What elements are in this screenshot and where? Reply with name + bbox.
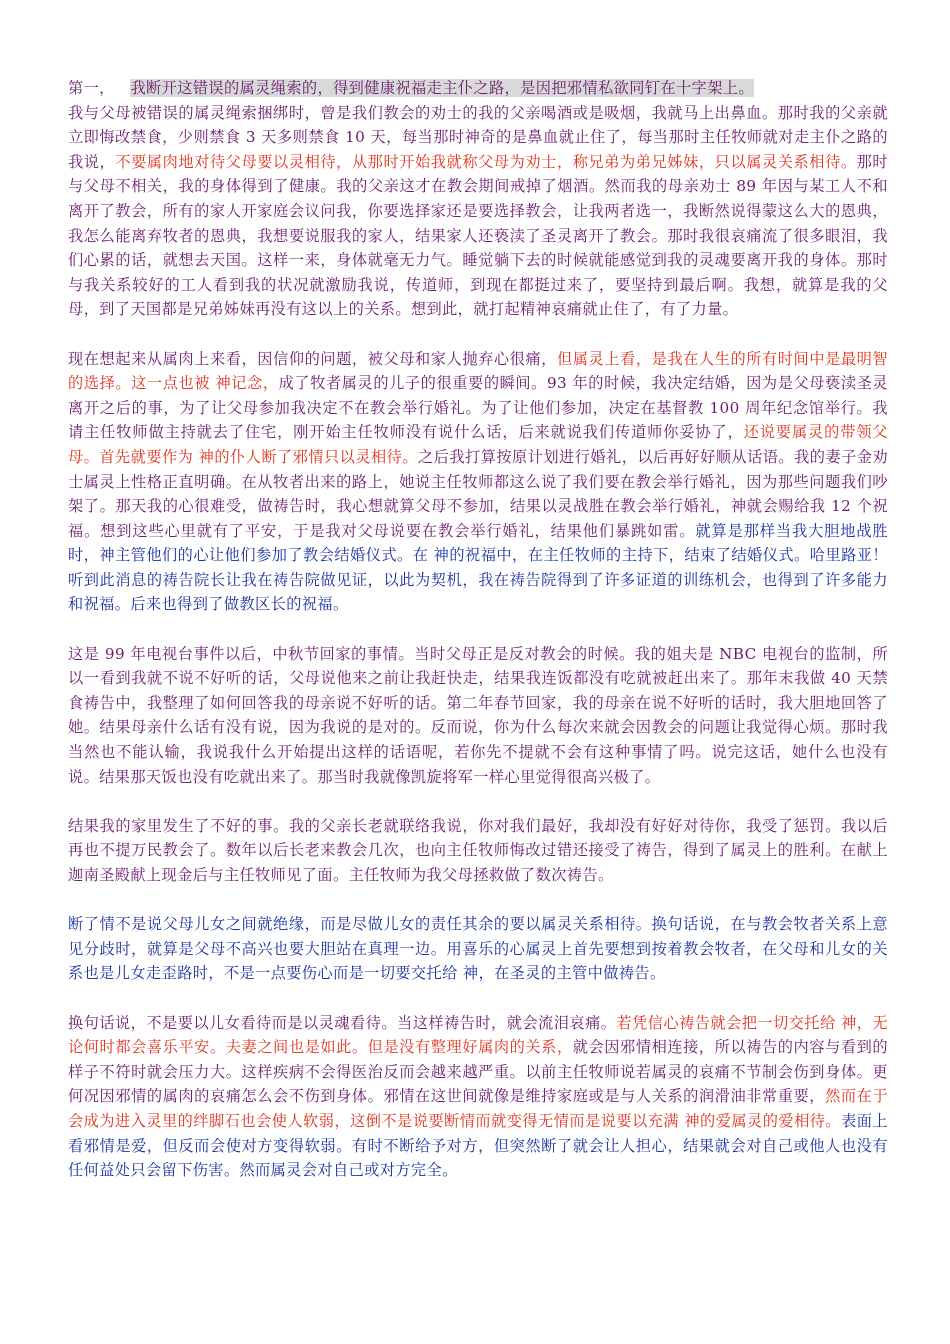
text-segment: 成了牧者属灵的儿子的很重要的瞬间。93 年的时候，我决定结婚，因为是父母亵渎圣灵离开之后的事，为了让父母参加我决定不在教会举行婚礼。为了让他们参加，决定在基督教 100 周年纪念馆举行。我请主任牧师做主持就去了住宅，刚开始主任牧师没有说什么话，后来就说我们传道师你妥协了，: [68, 374, 888, 442]
paragraph-5: [68, 912, 888, 986]
heading-text: 我断开这错误的属灵绳索的，得到健康祝福走主仆之路，是因把邪情私欲同钉在十字架上。: [130, 79, 754, 97]
text-segment: 结果我的家里发生了不好的事。我的父亲长老就联络我说，你对我们最好，我却没有好好对待你，我受了惩罚。我以后再也不提万民教会了。数年以后长老来教会几次，也向主任牧师悔改过错还接受了祷告，得到了属灵上的胜利。在献上迦南圣殿献上现金后与主任牧师见了面。主任牧师为我父母拯救做了数次祷告。: [68, 816, 888, 884]
text-segment: 若凭信心祷告就会把一切交托给 神，无论何时都会喜乐平安。夫妻之间也是如此。但是没有整理好属肉的关系，: [68, 1013, 889, 1057]
text-segment: 就会因邪情相连接，所以祷告的内容与看到的样子不符时就会压力大。这样疾病不会得医治反而会越来越严重。以前主任牧师说若属灵的哀痛不节制会伤到身体。更何况因邪情的属肉的哀痛怎么会不伤到身体。邪情在这世间就像是维持家庭或是与人关系的润滑油非常重要，: [68, 1038, 889, 1106]
text-segment: 那时与父母不相关，我的身体得到了健康。我的父亲这才在教会期间戒掉了烟酒。然而我的母亲劝士 89 年因与某工人不和离开了教会，所有的家人开家庭会议问我，你要选择家还是要选择教会，让我两者选一，我断然说得蒙这么大的恩典，我怎么能离弃牧者的恩典，我想要说服我的家人，结果家人还亵渎了圣灵离开了教会。那时我很哀痛流了很多眼泪，我们心累的话，就想去天国。这样一来，身体就毫无力气。睡觉躺下去的时候就能感觉到我的灵魂要离开我的身体。那时与我关系较好的工人看到我的状况就激励我说，传道师，到现在都挺过来了，要坚持到最后啊。我想，就算是我的父母，到了天国都是兄弟姊妹再没有这以上的关系。想到此，就打起精神哀痛就止住了，有了力量。: [68, 152, 888, 319]
text-segment: 之后我打算按原计划进行婚礼，以后再好好顺从话语。我的妻子金劝士属灵上性格正直明确。在从牧者出来的路上，她说主任牧师都这么说了我们要在教会举行婚礼，因为那些问题我们吵架了。那天我的心很难受，做祷告时，我心想就算父母不参加，结果以灵战胜在教会举行婚礼，神就会赐给我 12 个祝福。想到这些心里就有了平安，于是我对父母说要在教会举行婚礼，结果他们暴跳如雷。: [68, 447, 889, 540]
heading-prefix: 第一，: [68, 79, 115, 97]
text-segment: 但属灵上看，是我在人生的所有时间中是最明智的选择。这一点也被 神记念，: [68, 349, 888, 393]
document-page: [68, 76, 888, 1207]
text-segment: 然而在于会成为进入灵里的绊脚石也会使人软弱，这倒不是说要断情而就变得无情而是说要以充满 神的爱属灵的爱相待。: [68, 1087, 888, 1130]
paragraph-6: [68, 1011, 888, 1183]
text-segment: 这是 99 年电视台事件以后，中秋节回家的事情。当时父母正是反对教会的时候。我的姐夫是 NBC 电视台的监制，所以一看到我就不说不好听的话，父母说他来之前让我赶快走，结果我连饭都没有吃就被赶出来了。那年末我做 40 天禁食祷告中，我整理了如何回答我的母亲说不好听的话。第二年春节回家，我的母亲在说不好听的话时，我大胆地回答了她。结果母亲什么话有没有说，因为我说的是对的。反而说，你为什么每次来就会因教会的问题让我觉得心烦。那时我当然也不能认输，我说我什么开始提出这样的话语呢，若你先不提就不会有这种事情了吗。说完这话，她什么也没有说。结果那天饭也没有吃就出来了。那当时我就像凯旋将军一样心里觉得很高兴极了。: [68, 644, 888, 786]
paragraph-1: [68, 101, 888, 322]
text-segment: 还说要属灵的带领父母。首先就要作为 神的仆人断了邪情只以灵相待。: [68, 423, 888, 466]
text-segment: 我与父母被错误的属灵绳索捆绑时，曾是我们教会的劝士的我的父亲喝酒或是吸烟，我就马上出鼻血。那时我的父亲就立即悔改禁食，少则禁食 3 天多则禁食 10 天，每当那时神奇的是鼻血就止住了，每当那时主任牧师就对走主仆之路的我说，: [68, 103, 888, 171]
paragraph-4: [68, 814, 888, 888]
text-segment: 表面上看邪情是爱，但反而会使对方变得软弱。有时不断给予对方，但突然断了就会让人担心，结果就会对自己或他人也没有任何益处只会留下伤害。然而属灵会对自己或对方完全。: [68, 1111, 889, 1180]
text-segment: 不要属肉地对待父母要以灵相待，从那时开始我就称父母为劝士，称兄弟为弟兄姊妹，只以属灵关系相待。: [115, 152, 857, 171]
paragraph-3: [68, 642, 888, 790]
text-segment: 就算是那样当我大胆地战胜时，神主管他们的心让他们参加了教会结婚仪式。在 神的祝福中，在主任牧师的主持下，结束了结婚仪式。哈里路亚！听到此消息的祷告院长让我在祷告院做见证，以此为契机，我在祷告院得到了许多证道的训练机会，也得到了许多能力和祝福。后来也得到了做教区长的祝福。: [68, 521, 888, 614]
paragraph-2: [68, 347, 888, 618]
text-segment: 换句话说，不是要以儿女看待而是以灵魂看待。当这样祷告时，就会流泪哀痛。: [68, 1013, 617, 1032]
text-segment: 断了情不是说父母儿女之间就绝缘，而是尽做儿女的责任其余的要以属灵关系相待。换句话说，在与教会牧者关系上意见分歧时，就算是父母不高兴也要大胆站在真理一边。用喜乐的心属灵上首先要想到按着教会牧者，在父母和儿女的关系也是儿女走歪路时，不是一点要伤心而是一切要交托给 神，在圣灵的主管中做祷告。: [68, 915, 888, 983]
heading-line: [68, 76, 888, 101]
text-segment: 现在想起来从属肉上来看，因信仰的问题，被父母和家人抛弃心很痛，: [68, 349, 557, 368]
